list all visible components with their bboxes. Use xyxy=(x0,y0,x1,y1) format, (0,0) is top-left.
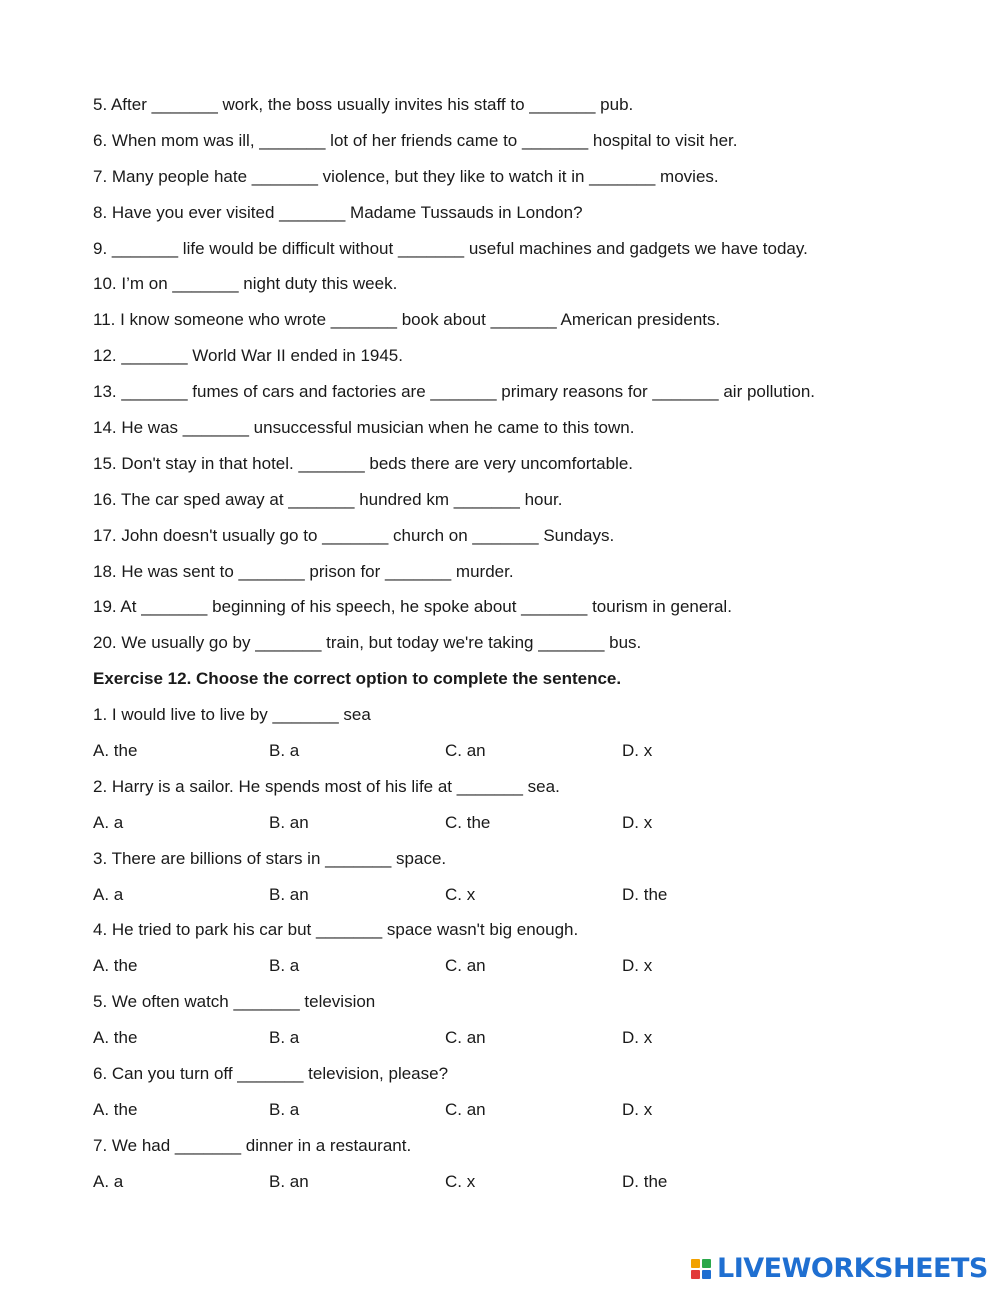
sentence: 11. I know someone who wrote _______ book about _______ American presidents. xyxy=(93,310,721,330)
sentence: 20. We usually go by _______ train, but today we're taking _______ bus. xyxy=(93,633,642,653)
option-b[interactable]: B. a xyxy=(269,956,300,976)
option-c[interactable]: C. x xyxy=(445,1171,476,1191)
sentence: 5. After _______ work, the boss usually invites his staff to _______ pub. xyxy=(93,95,634,114)
option-a[interactable]: A. the xyxy=(93,741,138,761)
logo-square xyxy=(691,1270,700,1279)
sentence: 15. Don't stay in that hotel. _______ beds there are very uncomfortable. xyxy=(93,453,634,473)
question-text: 7. We had _______ dinner in a restaurant. xyxy=(93,1135,412,1155)
sentence: 19. At _______ beginning of his speech, he spoke about _______ tourism in general. xyxy=(93,597,732,617)
logo-square xyxy=(691,1259,700,1268)
option-d[interactable]: D. x xyxy=(622,1028,653,1048)
options-row xyxy=(93,954,953,990)
question-block xyxy=(93,1062,953,1134)
option-b[interactable]: B. an xyxy=(269,1171,309,1191)
worksheet-page xyxy=(93,93,953,1206)
question-block xyxy=(93,990,953,1062)
option-a[interactable]: A. a xyxy=(93,1171,124,1191)
liveworksheets-logo xyxy=(691,1254,988,1284)
question-block xyxy=(93,1134,953,1206)
sentence: 18. He was sent to _______ prison for _______ murder. xyxy=(93,561,514,581)
options-row xyxy=(93,739,953,775)
question-text: 3. There are billions of stars in _______ space. xyxy=(93,848,447,868)
sentence: 17. John doesn't usually go to _______ church on _______ Sundays. xyxy=(93,525,615,545)
exercise-12-heading: Exercise 12. Choose the correct option to complete the sentence. xyxy=(93,669,622,689)
question-block xyxy=(93,703,953,775)
exercise-11-sentences xyxy=(93,93,953,667)
sentence: 9. _______ life would be difficult without _______ useful machines and gadgets we have today. xyxy=(93,238,808,258)
option-b[interactable]: B. an xyxy=(269,884,309,904)
option-c[interactable]: C. an xyxy=(445,956,486,976)
options-row xyxy=(93,811,953,847)
sentence: 14. He was _______ unsuccessful musician when he came to this town. xyxy=(93,418,635,438)
logo-square xyxy=(702,1270,711,1279)
option-a[interactable]: A. a xyxy=(93,812,124,832)
option-c[interactable]: C. an xyxy=(445,1028,486,1048)
option-b[interactable]: B. a xyxy=(269,1028,300,1048)
option-a[interactable]: A. a xyxy=(93,884,124,904)
question-text: 4. He tried to park his car but _______ space wasn't big enough. xyxy=(93,920,579,940)
sentence: 8. Have you ever visited _______ Madame Tussauds in London? xyxy=(93,202,583,222)
exercise-12-questions xyxy=(93,703,953,1205)
option-a[interactable]: A. the xyxy=(93,956,138,976)
option-c[interactable]: C. an xyxy=(445,1099,486,1119)
options-row xyxy=(93,1170,953,1206)
option-c[interactable]: C. the xyxy=(445,812,491,832)
option-c[interactable]: C. an xyxy=(445,741,486,761)
sentence: 6. When mom was ill, _______ lot of her friends came to _______ hospital to visit her. xyxy=(93,130,738,150)
question-block xyxy=(93,847,953,919)
option-d[interactable]: D. x xyxy=(622,956,653,976)
question-text: 1. I would live to live by _______ sea xyxy=(93,705,371,725)
logo-square xyxy=(702,1259,711,1268)
option-b[interactable]: B. a xyxy=(269,741,300,761)
sentence: 7. Many people hate _______ violence, but they like to watch it in _______ movies. xyxy=(93,166,719,186)
question-block xyxy=(93,775,953,847)
question-text: 6. Can you turn off _______ television, please? xyxy=(93,1064,449,1084)
option-d[interactable]: D. x xyxy=(622,741,653,761)
option-d[interactable]: D. x xyxy=(622,1099,653,1119)
sentence: 13. _______ fumes of cars and factories are _______ primary reasons for _______ air pollution. xyxy=(93,382,816,402)
options-row xyxy=(93,1026,953,1062)
option-b[interactable]: B. a xyxy=(269,1099,300,1119)
option-a[interactable]: A. the xyxy=(93,1099,138,1119)
question-block xyxy=(93,918,953,990)
logo-mark-icon xyxy=(691,1256,713,1282)
option-a[interactable]: A. the xyxy=(93,1028,138,1048)
sentence: 12. _______ World War II ended in 1945. xyxy=(93,346,403,366)
options-row xyxy=(93,1098,953,1134)
option-c[interactable]: C. x xyxy=(445,884,476,904)
question-text: 2. Harry is a sailor. He spends most of his life at _______ sea. xyxy=(93,776,560,796)
logo-text: LIVEWORKSHEETS xyxy=(717,1253,988,1284)
option-d[interactable]: D. the xyxy=(622,884,668,904)
option-d[interactable]: D. x xyxy=(622,812,653,832)
sentence: 16. The car sped away at _______ hundred km _______ hour. xyxy=(93,489,563,509)
question-text: 5. We often watch _______ television xyxy=(93,992,376,1012)
options-row xyxy=(93,883,953,919)
option-b[interactable]: B. an xyxy=(269,812,309,832)
option-d[interactable]: D. the xyxy=(622,1171,668,1191)
sentence: 10. I’m on _______ night duty this week. xyxy=(93,274,398,294)
